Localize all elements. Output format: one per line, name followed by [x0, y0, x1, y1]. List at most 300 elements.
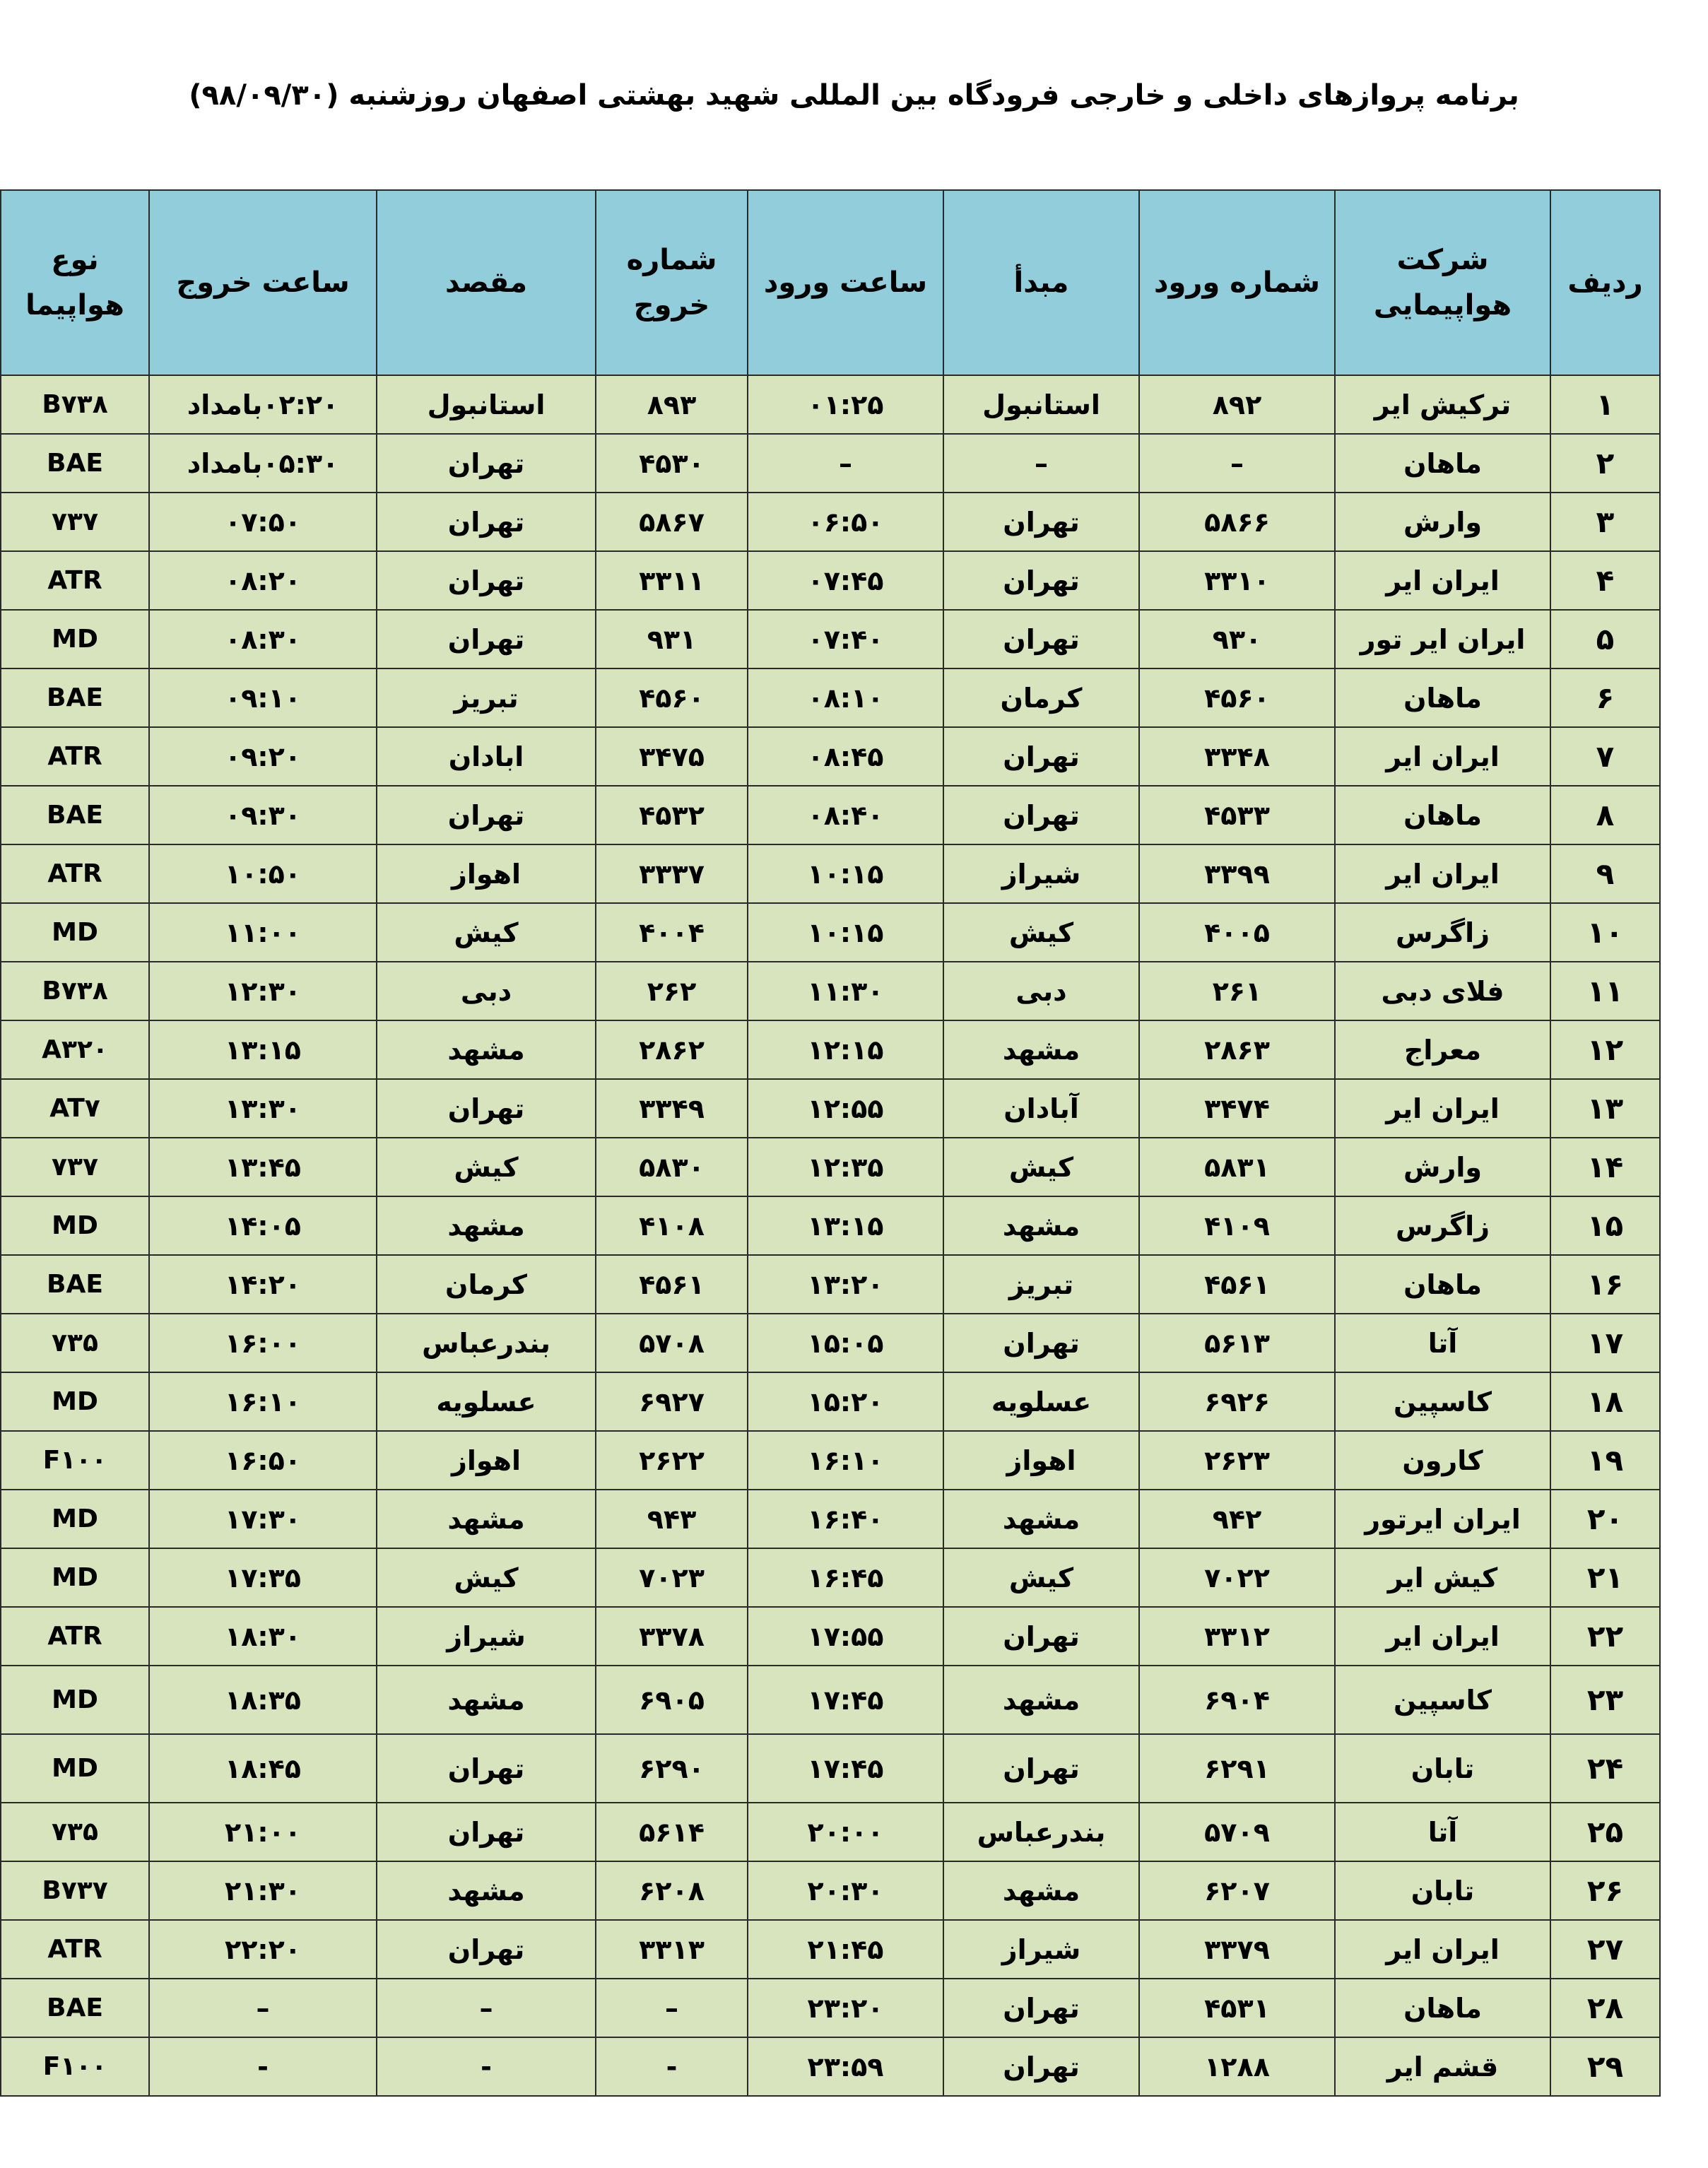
departure-number-cell: ۵۸۶۷: [596, 493, 748, 551]
airline-cell: ایران ایر: [1335, 1607, 1550, 1666]
table-row: [1, 1734, 1660, 1803]
aircraft-type-cell: F۱۰۰: [1, 2037, 149, 2096]
arrival-time-cell: ۱۳:۱۵: [748, 1196, 943, 1255]
arrival-time-cell: ۰۱:۲۵: [748, 375, 943, 434]
header-origin: مبدأ: [943, 190, 1139, 375]
departure-number-cell: ۶۲۰۸: [596, 1861, 748, 1920]
arrival-time-cell: –: [748, 434, 943, 493]
row-number-cell: ۳: [1550, 493, 1660, 551]
table-row: [1, 1666, 1660, 1734]
table-row: [1, 375, 1660, 434]
origin-cell: تبریز: [943, 1255, 1139, 1314]
arrival-time-cell: ۱۳:۲۰: [748, 1255, 943, 1314]
destination-cell: مشهد: [377, 1861, 596, 1920]
departure-time-cell: ۱۷:۳۰: [149, 1490, 377, 1548]
arrival-number-cell: ۶۲۹۱: [1139, 1734, 1335, 1803]
table-row: [1, 1548, 1660, 1607]
destination-cell: ابادان: [377, 727, 596, 786]
aircraft-type-cell: ۷۳۷: [1, 1138, 149, 1196]
aircraft-type-cell: MD: [1, 903, 149, 962]
table-row: [1, 1314, 1660, 1372]
origin-cell: کیش: [943, 1548, 1139, 1607]
destination-cell: اهواز: [377, 844, 596, 903]
arrival-number-cell: ۶۲۰۷: [1139, 1861, 1335, 1920]
aircraft-type-cell: MD: [1, 1548, 149, 1607]
table-row: [1, 727, 1660, 786]
aircraft-type-cell: ATR: [1, 1920, 149, 1979]
arrival-time-cell: ۰۷:۴۵: [748, 551, 943, 610]
aircraft-type-cell: A۳۲۰: [1, 1020, 149, 1079]
table-row: [1, 434, 1660, 493]
arrival-number-cell: ۳۳۴۸: [1139, 727, 1335, 786]
arrival-number-cell: ۲۶۱: [1139, 962, 1335, 1020]
arrival-time-cell: ۱۶:۴۵: [748, 1548, 943, 1607]
row-number-cell: ۲۱: [1550, 1548, 1660, 1607]
table-row: [1, 1138, 1660, 1196]
header-airline: شرکت هواپیمایی: [1335, 190, 1550, 375]
airline-cell: آتا: [1335, 1314, 1550, 1372]
airline-cell: ایران ایر: [1335, 551, 1550, 610]
arrival-number-cell: ۴۵۶۰: [1139, 668, 1335, 727]
row-number-cell: ۲۰: [1550, 1490, 1660, 1548]
row-number-cell: ۱۵: [1550, 1196, 1660, 1255]
airline-cell: زاگرس: [1335, 1196, 1550, 1255]
departure-number-cell: ۴۵۳۰: [596, 434, 748, 493]
origin-cell: تهران: [943, 1734, 1139, 1803]
departure-number-cell: ۶۹۲۷: [596, 1372, 748, 1431]
departure-time-cell: -: [149, 2037, 377, 2096]
departure-time-cell: ۰۷:۵۰: [149, 493, 377, 551]
header-arrival-time: ساعت ورود: [748, 190, 943, 375]
arrival-number-cell: ۳۳۷۹: [1139, 1920, 1335, 1979]
row-number-cell: ۹: [1550, 844, 1660, 903]
airline-cell: ماهان: [1335, 434, 1550, 493]
destination-cell: دبی: [377, 962, 596, 1020]
row-number-cell: ۱۸: [1550, 1372, 1660, 1431]
departure-number-cell: ۶۹۰۵: [596, 1666, 748, 1734]
header-departure-time: ساعت خروج: [149, 190, 377, 375]
origin-cell: شیراز: [943, 1920, 1139, 1979]
arrival-time-cell: ۲۰:۳۰: [748, 1861, 943, 1920]
table-row: [1, 1861, 1660, 1920]
header-arrival-number: شماره ورود: [1139, 190, 1335, 375]
departure-time-cell: ۱۶:۰۰: [149, 1314, 377, 1372]
aircraft-type-cell: B۷۳۷: [1, 1861, 149, 1920]
destination-cell: مشهد: [377, 1666, 596, 1734]
destination-cell: مشهد: [377, 1196, 596, 1255]
header-row-number: ردیف: [1550, 190, 1660, 375]
departure-number-cell: -: [596, 2037, 748, 2096]
arrival-time-cell: ۲۳:۲۰: [748, 1979, 943, 2037]
airline-cell: وارش: [1335, 1138, 1550, 1196]
row-number-cell: ۲۴: [1550, 1734, 1660, 1803]
table-row: [1, 786, 1660, 844]
aircraft-type-cell: BAE: [1, 786, 149, 844]
page-title: برنامه پروازهای داخلی و خارجی فرودگاه بین المللی شهید بهشتی اصفهان روزشنبه (۹۸/۰۹/۳۰): [189, 79, 1519, 112]
arrival-number-cell: ۴۵۳۳: [1139, 786, 1335, 844]
row-number-cell: ۲: [1550, 434, 1660, 493]
destination-cell: کیش: [377, 1548, 596, 1607]
origin-cell: کرمان: [943, 668, 1139, 727]
row-number-cell: ۲۲: [1550, 1607, 1660, 1666]
arrival-number-cell: ۵۷۰۹: [1139, 1803, 1335, 1861]
arrival-time-cell: ۱۶:۱۰: [748, 1431, 943, 1490]
header-destination: مقصد: [377, 190, 596, 375]
origin-cell: اهواز: [943, 1431, 1139, 1490]
arrival-number-cell: ۵۸۶۶: [1139, 493, 1335, 551]
departure-time-cell: ۰۵:۳۰بامداد: [149, 434, 377, 493]
row-number-cell: ۸: [1550, 786, 1660, 844]
departure-number-cell: ۴۵۳۲: [596, 786, 748, 844]
departure-time-cell: ۱۸:۳۰: [149, 1607, 377, 1666]
table-row: [1, 1607, 1660, 1666]
origin-cell: کیش: [943, 1138, 1139, 1196]
table-row: [1, 1431, 1660, 1490]
departure-time-cell: ۱۲:۳۰: [149, 962, 377, 1020]
aircraft-type-cell: MD: [1, 1372, 149, 1431]
arrival-time-cell: ۱۷:۵۵: [748, 1607, 943, 1666]
arrival-number-cell: ۳۳۹۹: [1139, 844, 1335, 903]
row-number-cell: ۱۳: [1550, 1079, 1660, 1138]
destination-cell: استانبول: [377, 375, 596, 434]
departure-number-cell: ۷۰۲۳: [596, 1548, 748, 1607]
destination-cell: تهران: [377, 1920, 596, 1979]
departure-time-cell: ۲۱:۰۰: [149, 1803, 377, 1861]
arrival-number-cell: ۳۳۱۲: [1139, 1607, 1335, 1666]
destination-cell: تهران: [377, 1079, 596, 1138]
arrival-time-cell: ۱۷:۴۵: [748, 1734, 943, 1803]
arrival-time-cell: ۱۲:۵۵: [748, 1079, 943, 1138]
airline-cell: فلای دبی: [1335, 962, 1550, 1020]
departure-time-cell: ۰۹:۳۰: [149, 786, 377, 844]
departure-number-cell: ۳۳۳۷: [596, 844, 748, 903]
departure-number-cell: ۵۸۳۰: [596, 1138, 748, 1196]
departure-number-cell: ۳۳۱۱: [596, 551, 748, 610]
departure-number-cell: ۳۳۱۳: [596, 1920, 748, 1979]
origin-cell: مشهد: [943, 1020, 1139, 1079]
origin-cell: مشهد: [943, 1196, 1139, 1255]
table-row: [1, 668, 1660, 727]
departure-number-cell: ۸۹۳: [596, 375, 748, 434]
origin-cell: تهران: [943, 493, 1139, 551]
departure-time-cell: ۱۶:۱۰: [149, 1372, 377, 1431]
arrival-time-cell: ۰۸:۴۵: [748, 727, 943, 786]
row-number-cell: ۲۵: [1550, 1803, 1660, 1861]
arrival-number-cell: ۴۱۰۹: [1139, 1196, 1335, 1255]
table-row: [1, 1020, 1660, 1079]
departure-number-cell: ۵۶۱۴: [596, 1803, 748, 1861]
airline-cell: زاگرس: [1335, 903, 1550, 962]
origin-cell: تهران: [943, 551, 1139, 610]
table-row: [1, 1979, 1660, 2037]
origin-cell: تهران: [943, 786, 1139, 844]
table-row: [1, 1920, 1660, 1979]
airline-cell: ماهان: [1335, 1255, 1550, 1314]
arrival-time-cell: ۲۱:۴۵: [748, 1920, 943, 1979]
airline-cell: تابان: [1335, 1861, 1550, 1920]
arrival-number-cell: –: [1139, 434, 1335, 493]
row-number-cell: ۶: [1550, 668, 1660, 727]
arrival-time-cell: ۰۶:۵۰: [748, 493, 943, 551]
arrival-number-cell: ۴۵۳۱: [1139, 1979, 1335, 2037]
arrival-time-cell: ۱۵:۰۵: [748, 1314, 943, 1372]
departure-time-cell: ۱۶:۵۰: [149, 1431, 377, 1490]
table-row: [1, 610, 1660, 668]
destination-cell: تهران: [377, 1734, 596, 1803]
airline-cell: معراج: [1335, 1020, 1550, 1079]
row-number-cell: ۲۷: [1550, 1920, 1660, 1979]
aircraft-type-cell: BAE: [1, 1255, 149, 1314]
departure-number-cell: ۳۳۷۸: [596, 1607, 748, 1666]
origin-cell: آبادان: [943, 1079, 1139, 1138]
origin-cell: عسلویه: [943, 1372, 1139, 1431]
origin-cell: تهران: [943, 2037, 1139, 2096]
departure-number-cell: ۵۷۰۸: [596, 1314, 748, 1372]
destination-cell: شیراز: [377, 1607, 596, 1666]
airline-cell: تابان: [1335, 1734, 1550, 1803]
arrival-time-cell: ۰۸:۱۰: [748, 668, 943, 727]
departure-number-cell: ۴۵۶۱: [596, 1255, 748, 1314]
departure-time-cell: ۱۳:۴۵: [149, 1138, 377, 1196]
airline-cell: ایران ایر: [1335, 1920, 1550, 1979]
table-row: [1, 1255, 1660, 1314]
departure-time-cell: ۱۳:۳۰: [149, 1079, 377, 1138]
arrival-number-cell: ۹۴۲: [1139, 1490, 1335, 1548]
departure-time-cell: –: [149, 1979, 377, 2037]
table-row: [1, 1196, 1660, 1255]
row-number-cell: ۱۰: [1550, 903, 1660, 962]
table-row: [1, 493, 1660, 551]
aircraft-type-cell: BAE: [1, 668, 149, 727]
departure-time-cell: ۱۳:۱۵: [149, 1020, 377, 1079]
destination-cell: –: [377, 1979, 596, 2037]
row-number-cell: ۲۶: [1550, 1861, 1660, 1920]
table-row: [1, 962, 1660, 1020]
origin-cell: مشهد: [943, 1666, 1139, 1734]
departure-time-cell: ۰۸:۲۰: [149, 551, 377, 610]
table-row: [1, 1079, 1660, 1138]
departure-time-cell: ۱۱:۰۰: [149, 903, 377, 962]
airline-cell: ماهان: [1335, 786, 1550, 844]
aircraft-type-cell: BAE: [1, 434, 149, 493]
aircraft-type-cell: MD: [1, 1666, 149, 1734]
row-number-cell: ۷: [1550, 727, 1660, 786]
departure-number-cell: ۴۰۰۴: [596, 903, 748, 962]
destination-cell: تهران: [377, 1803, 596, 1861]
departure-time-cell: ۱۸:۳۵: [149, 1666, 377, 1734]
departure-number-cell: –: [596, 1979, 748, 2037]
arrival-time-cell: ۱۷:۴۵: [748, 1666, 943, 1734]
arrival-time-cell: ۲۳:۵۹: [748, 2037, 943, 2096]
arrival-number-cell: ۹۳۰: [1139, 610, 1335, 668]
airline-cell: کیش ایر: [1335, 1548, 1550, 1607]
airline-cell: وارش: [1335, 493, 1550, 551]
row-number-cell: ۲۹: [1550, 2037, 1660, 2096]
aircraft-type-cell: MD: [1, 1490, 149, 1548]
destination-cell: مشهد: [377, 1020, 596, 1079]
departure-number-cell: ۳۳۴۹: [596, 1079, 748, 1138]
departure-time-cell: ۱۷:۳۵: [149, 1548, 377, 1607]
origin-cell: کیش: [943, 903, 1139, 962]
aircraft-type-cell: AT۷: [1, 1079, 149, 1138]
arrival-number-cell: ۸۹۲: [1139, 375, 1335, 434]
arrival-number-cell: ۴۵۶۱: [1139, 1255, 1335, 1314]
table-row: [1, 1803, 1660, 1861]
arrival-time-cell: ۱۲:۳۵: [748, 1138, 943, 1196]
row-number-cell: ۱۹: [1550, 1431, 1660, 1490]
destination-cell: تهران: [377, 610, 596, 668]
row-number-cell: ۱۲: [1550, 1020, 1660, 1079]
aircraft-type-cell: BAE: [1, 1979, 149, 2037]
airline-cell: کارون: [1335, 1431, 1550, 1490]
destination-cell: کیش: [377, 903, 596, 962]
destination-cell: مشهد: [377, 1490, 596, 1548]
aircraft-type-cell: ۷۳۵: [1, 1803, 149, 1861]
airline-cell: آتا: [1335, 1803, 1550, 1861]
table-row: [1, 551, 1660, 610]
aircraft-type-cell: B۷۳۸: [1, 375, 149, 434]
aircraft-type-cell: ATR: [1, 727, 149, 786]
destination-cell: تبریز: [377, 668, 596, 727]
destination-cell: اهواز: [377, 1431, 596, 1490]
airline-cell: ایران ایر: [1335, 844, 1550, 903]
flight-schedule-table-container: [0, 189, 1659, 2097]
table-body: [1, 375, 1660, 2096]
table-row: [1, 1490, 1660, 1548]
origin-cell: تهران: [943, 1314, 1139, 1372]
departure-time-cell: ۰۸:۳۰: [149, 610, 377, 668]
row-number-cell: ۱۶: [1550, 1255, 1660, 1314]
row-number-cell: ۴: [1550, 551, 1660, 610]
departure-time-cell: ۱۴:۰۵: [149, 1196, 377, 1255]
arrival-time-cell: ۱۰:۱۵: [748, 844, 943, 903]
destination-cell: کرمان: [377, 1255, 596, 1314]
departure-time-cell: ۲۱:۳۰: [149, 1861, 377, 1920]
destination-cell: تهران: [377, 786, 596, 844]
arrival-number-cell: ۲۶۲۳: [1139, 1431, 1335, 1490]
destination-cell: بندرعباس: [377, 1314, 596, 1372]
airline-cell: قشم ایر: [1335, 2037, 1550, 2096]
aircraft-type-cell: ۷۳۷: [1, 493, 149, 551]
origin-cell: دبی: [943, 962, 1139, 1020]
arrival-time-cell: ۱۵:۲۰: [748, 1372, 943, 1431]
origin-cell: بندرعباس: [943, 1803, 1139, 1861]
arrival-time-cell: ۲۰:۰۰: [748, 1803, 943, 1861]
departure-time-cell: ۱۴:۲۰: [149, 1255, 377, 1314]
destination-cell: تهران: [377, 493, 596, 551]
destination-cell: -: [377, 2037, 596, 2096]
destination-cell: تهران: [377, 434, 596, 493]
aircraft-type-cell: MD: [1, 1196, 149, 1255]
arrival-number-cell: ۱۲۸۸: [1139, 2037, 1335, 2096]
origin-cell: استانبول: [943, 375, 1139, 434]
row-number-cell: ۱: [1550, 375, 1660, 434]
destination-cell: عسلویه: [377, 1372, 596, 1431]
row-number-cell: ۵: [1550, 610, 1660, 668]
table-row: [1, 2037, 1660, 2096]
arrival-number-cell: ۵۶۱۳: [1139, 1314, 1335, 1372]
arrival-time-cell: ۱۰:۱۵: [748, 903, 943, 962]
header-aircraft-type: نوع هواپیما: [1, 190, 149, 375]
departure-number-cell: ۹۴۳: [596, 1490, 748, 1548]
departure-time-cell: ۰۹:۲۰: [149, 727, 377, 786]
aircraft-type-cell: F۱۰۰: [1, 1431, 149, 1490]
airline-cell: ماهان: [1335, 1979, 1550, 2037]
airline-cell: ماهان: [1335, 668, 1550, 727]
departure-time-cell: ۱۸:۴۵: [149, 1734, 377, 1803]
arrival-time-cell: ۰۷:۴۰: [748, 610, 943, 668]
header-row: [1, 190, 1660, 375]
departure-number-cell: ۲۸۶۲: [596, 1020, 748, 1079]
origin-cell: تهران: [943, 610, 1139, 668]
departure-time-cell: ۰۲:۲۰بامداد: [149, 375, 377, 434]
aircraft-type-cell: MD: [1, 610, 149, 668]
aircraft-type-cell: B۷۳۸: [1, 962, 149, 1020]
airline-cell: ترکیش ایر: [1335, 375, 1550, 434]
departure-number-cell: ۲۶۲: [596, 962, 748, 1020]
origin-cell: –: [943, 434, 1139, 493]
aircraft-type-cell: ATR: [1, 844, 149, 903]
arrival-number-cell: ۳۳۱۰: [1139, 551, 1335, 610]
aircraft-type-cell: ATR: [1, 551, 149, 610]
arrival-time-cell: ۰۸:۴۰: [748, 786, 943, 844]
airline-cell: ایران ایر: [1335, 727, 1550, 786]
origin-cell: تهران: [943, 1607, 1139, 1666]
destination-cell: تهران: [377, 551, 596, 610]
arrival-time-cell: ۱۶:۴۰: [748, 1490, 943, 1548]
arrival-time-cell: ۱۲:۱۵: [748, 1020, 943, 1079]
departure-number-cell: ۹۳۱: [596, 610, 748, 668]
arrival-number-cell: ۳۴۷۴: [1139, 1079, 1335, 1138]
departure-number-cell: ۴۵۶۰: [596, 668, 748, 727]
arrival-number-cell: ۵۸۳۱: [1139, 1138, 1335, 1196]
row-number-cell: ۲۳: [1550, 1666, 1660, 1734]
departure-number-cell: ۲۶۲۲: [596, 1431, 748, 1490]
aircraft-type-cell: MD: [1, 1734, 149, 1803]
table-row: [1, 903, 1660, 962]
origin-cell: مشهد: [943, 1861, 1139, 1920]
arrival-time-cell: ۱۱:۳۰: [748, 962, 943, 1020]
arrival-number-cell: ۶۹۲۶: [1139, 1372, 1335, 1431]
arrival-number-cell: ۷۰۲۲: [1139, 1548, 1335, 1607]
destination-cell: کیش: [377, 1138, 596, 1196]
airline-cell: ایران ایر تور: [1335, 610, 1550, 668]
origin-cell: تهران: [943, 1979, 1139, 2037]
airline-cell: ایران ایرتور: [1335, 1490, 1550, 1548]
departure-time-cell: ۰۹:۱۰: [149, 668, 377, 727]
row-number-cell: ۲۸: [1550, 1979, 1660, 2037]
departure-number-cell: ۴۱۰۸: [596, 1196, 748, 1255]
arrival-number-cell: ۲۸۶۳: [1139, 1020, 1335, 1079]
departure-time-cell: ۱۰:۵۰: [149, 844, 377, 903]
row-number-cell: ۱۷: [1550, 1314, 1660, 1372]
arrival-number-cell: ۶۹۰۴: [1139, 1666, 1335, 1734]
table-row: [1, 844, 1660, 903]
table-row: [1, 1372, 1660, 1431]
row-number-cell: ۱۱: [1550, 962, 1660, 1020]
airline-cell: ایران ایر: [1335, 1079, 1550, 1138]
row-number-cell: ۱۴: [1550, 1138, 1660, 1196]
arrival-number-cell: ۴۰۰۵: [1139, 903, 1335, 962]
aircraft-type-cell: ATR: [1, 1607, 149, 1666]
flight-schedule-table: [0, 189, 1661, 2097]
origin-cell: مشهد: [943, 1490, 1139, 1548]
departure-number-cell: ۳۴۷۵: [596, 727, 748, 786]
airline-cell: کاسپین: [1335, 1666, 1550, 1734]
origin-cell: شیراز: [943, 844, 1139, 903]
departure-number-cell: ۶۲۹۰: [596, 1734, 748, 1803]
departure-time-cell: ۲۲:۲۰: [149, 1920, 377, 1979]
